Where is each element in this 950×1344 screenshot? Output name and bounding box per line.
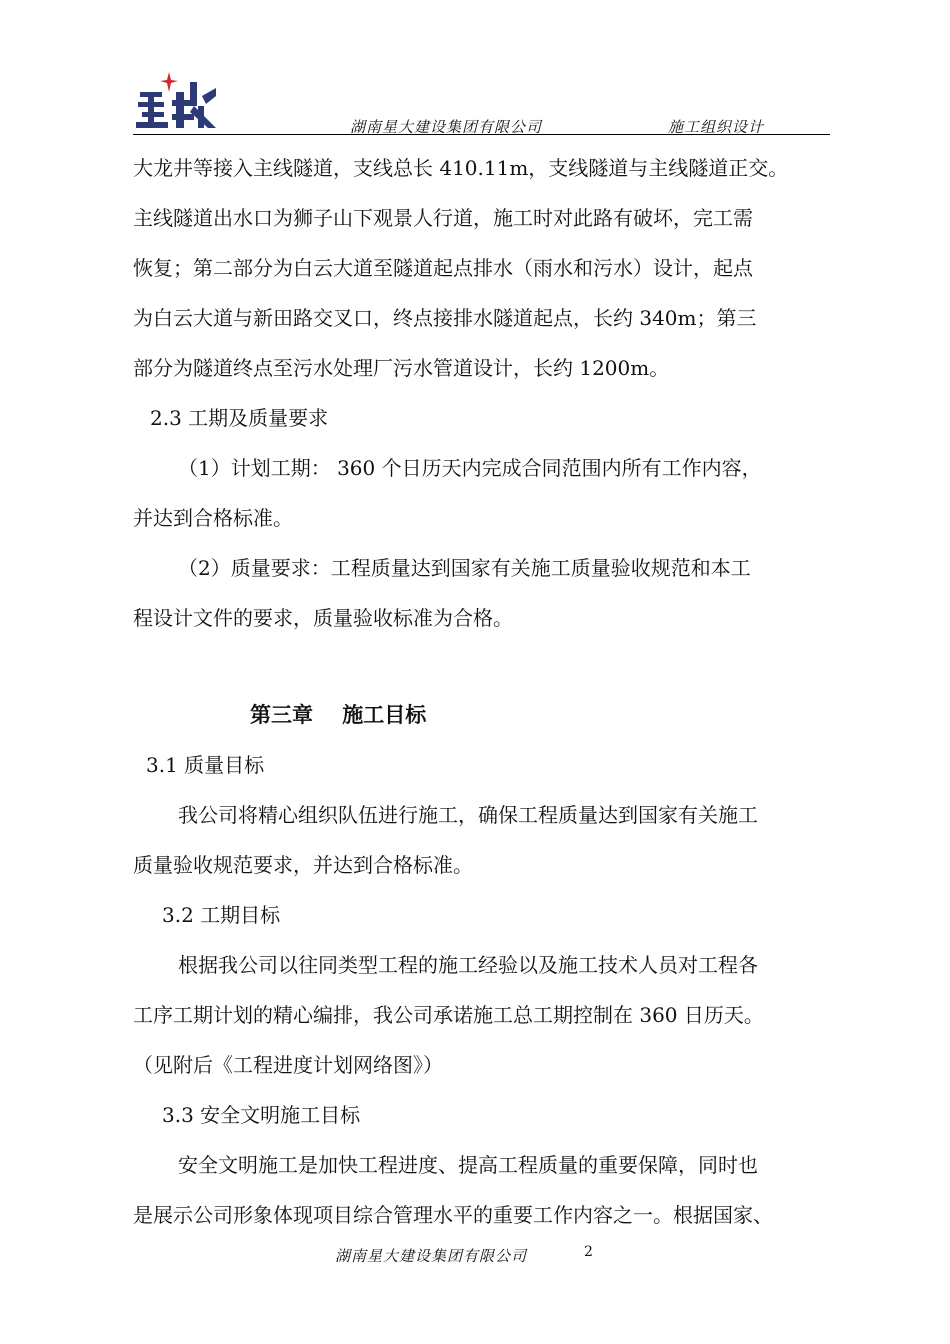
section-heading-3-2: 3.2 工期目标 [162, 903, 281, 927]
body-line: 安全文明施工是加快工程进度、提高工程质量的重要保障，同时也 [178, 1153, 758, 1177]
section-heading-3-3: 3.3 安全文明施工目标 [162, 1103, 361, 1127]
section-heading-2-3: 2.3 工期及质量要求 [150, 406, 329, 430]
body-line: 工序工期计划的精心编排，我公司承诺施工总工期控制在 360 日历天。 [133, 1003, 764, 1027]
page-number: 2 [584, 1244, 593, 1260]
body-line: 大龙井等接入主线隧道，支线总长 410.11m，支线隧道与主线隧道正交。 [133, 156, 789, 180]
body-line: （见附后《工程进度计划网络图》） [133, 1053, 443, 1077]
body-line: 我公司将精心组织队伍进行施工，确保工程质量达到国家有关施工 [178, 803, 758, 827]
footer-company-name: 湖南星大建设集团有限公司 [335, 1247, 528, 1265]
body-line: 恢复；第二部分为白云大道至隧道起点排水（雨水和污水）设计，起点 [133, 256, 753, 280]
body-line: 质量验收规范要求，并达到合格标准。 [133, 853, 473, 877]
body-line: 程设计文件的要求，质量验收标准为合格。 [133, 606, 513, 630]
logo-star [160, 72, 178, 92]
body-line: 为白云大道与新田路交叉口，终点接排水隧道起点，长约 340m；第三 [133, 306, 757, 330]
body-line: 是展示公司形象体现项目综合管理水平的重要工作内容之一。根据国家、 [133, 1203, 773, 1227]
body-line: 并达到合格标准。 [133, 506, 293, 530]
header-document-title: 施工组织设计 [668, 118, 765, 136]
header-divider [133, 134, 830, 135]
chapter-title: 第三章 施工目标 [250, 703, 427, 727]
body-line: （2）质量要求：工程质量达到国家有关施工质量验收规范和本工 [178, 556, 751, 580]
body-line: 根据我公司以往同类型工程的施工经验以及施工技术人员对工程各 [178, 953, 758, 977]
section-heading-3-1: 3.1 质量目标 [146, 753, 265, 777]
header-company-name: 湖南星大建设集团有限公司 [350, 118, 543, 136]
body-line: （1）计划工期： 360 个日历天内完成合同范围内所有工作内容， [178, 456, 762, 480]
body-line: 部分为隧道终点至污水处理厂污水管道设计，长约 1200m。 [133, 356, 670, 380]
company-logo [136, 70, 220, 130]
body-line: 主线隧道出水口为狮子山下观景人行道，施工时对此路有破坏，完工需 [133, 206, 753, 230]
